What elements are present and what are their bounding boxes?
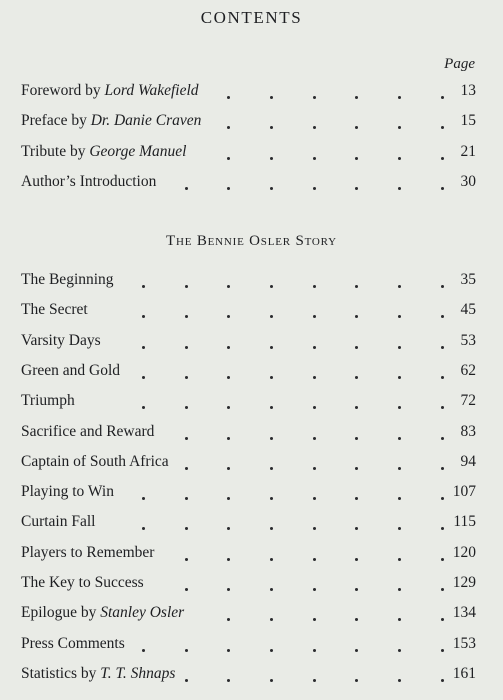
leader-dot [227, 618, 230, 621]
leader-dot [355, 406, 358, 409]
toc-entry [21, 632, 476, 656]
entry-title-italic: Dr. Danie Craven [90, 112, 202, 130]
leader-dot [185, 558, 188, 561]
toc-entry [21, 79, 476, 103]
leader-dot [441, 126, 444, 129]
leader-dot [355, 376, 358, 379]
leader-dot [398, 437, 401, 440]
leader-dot [441, 649, 444, 652]
leader-dot [313, 187, 316, 190]
leader-dot [398, 187, 401, 190]
entry-page-number: 94 [460, 452, 476, 470]
toc-entry [21, 480, 476, 504]
leader-dot [355, 346, 358, 349]
leader-dot [355, 527, 358, 530]
leader-dot [185, 187, 188, 190]
leader-dot [441, 588, 444, 591]
leader-dot [270, 96, 273, 99]
leader-dot [441, 527, 444, 530]
leader-dot [270, 527, 273, 530]
leader-dot [441, 679, 444, 682]
leader-dot [355, 679, 358, 682]
leader-dot [313, 679, 316, 682]
leader-dot [227, 376, 230, 379]
leader-dot [398, 376, 401, 379]
leader-dot [227, 157, 230, 160]
leader-dot [270, 285, 273, 288]
leader-dot [185, 497, 188, 500]
entry-title-text: The Secret [21, 301, 88, 319]
leader-dot [355, 558, 358, 561]
entry-title [21, 109, 201, 133]
leader-dot [313, 157, 316, 160]
entry-title-text: The Beginning [21, 271, 114, 288]
leader-dot [142, 376, 145, 379]
entry-title [21, 329, 101, 353]
entry-title-text: Captain of South Africa [21, 452, 169, 470]
entry-title [21, 601, 184, 625]
entry-page-number: 120 [452, 543, 476, 561]
entry-page-number: 83 [460, 422, 476, 440]
entry-page-number: 21 [460, 142, 476, 160]
leader-dot [441, 497, 444, 500]
leader-dot [185, 467, 188, 470]
leader-dot [398, 285, 401, 288]
leader-dot [185, 437, 188, 440]
entry-page-number: 134 [452, 604, 476, 622]
leader-dot [270, 649, 273, 652]
leader-dot [227, 285, 230, 288]
toc-entry [21, 140, 476, 164]
leader-dot [313, 437, 316, 440]
entry-page-number: 30 [460, 172, 476, 190]
leader-dot [185, 346, 188, 349]
leader-dot [227, 497, 230, 500]
leader-dot [270, 187, 273, 190]
leader-dot [227, 96, 230, 99]
leader-dot [227, 315, 230, 318]
entry-title-text: Preface by [21, 112, 91, 130]
leader-dot [270, 406, 273, 409]
leader-dot [398, 497, 401, 500]
leader-dot [441, 187, 444, 190]
leader-dot [441, 96, 444, 99]
leader-dot [227, 126, 230, 129]
toc-entry [21, 109, 476, 133]
entry-page-number: 161 [452, 664, 476, 682]
leader-dot [313, 497, 316, 500]
leader-dot [355, 157, 358, 160]
leader-dot [313, 376, 316, 379]
leader-dot [227, 558, 230, 561]
leader-dot [398, 406, 401, 409]
leader-dot [355, 618, 358, 621]
entry-title [21, 268, 114, 292]
entry-title-text: Triumph [21, 392, 75, 410]
entry-title [21, 662, 175, 686]
entry-page-number: 129 [452, 574, 476, 591]
toc-entry [21, 329, 476, 353]
page-title: CONTENTS [200, 8, 303, 27]
entry-page-number: 15 [460, 112, 476, 130]
entry-title [21, 389, 75, 413]
leader-dot [185, 527, 188, 530]
entry-title-text: Players to Remember [21, 543, 155, 561]
leader-dot [398, 679, 401, 682]
entry-title [21, 632, 125, 656]
entry-title [21, 79, 199, 103]
leader-dot [313, 346, 316, 349]
leader-dot [441, 315, 444, 318]
leader-dot [227, 187, 230, 190]
leader-dot [270, 376, 273, 379]
leader-dot [355, 467, 358, 470]
leader-dot [313, 126, 316, 129]
leader-dot [227, 406, 230, 409]
leader-dot [185, 285, 188, 288]
leader-dot [270, 558, 273, 561]
leader-dot [313, 588, 316, 591]
leader-dot [355, 649, 358, 652]
leader-dot [355, 497, 358, 500]
leader-dot [313, 406, 316, 409]
leader-dot [313, 315, 316, 318]
entry-title [21, 480, 114, 504]
leader-dot [227, 588, 230, 591]
leader-dot [270, 346, 273, 349]
entry-title-text: Green and Gold [21, 361, 120, 379]
toc-entry [21, 571, 476, 595]
leader-dot [227, 649, 230, 652]
toc-entry [21, 420, 476, 444]
entry-page-number: 35 [460, 271, 476, 288]
leader-dot [355, 285, 358, 288]
leader-dot [398, 649, 401, 652]
page-column-label: Page [444, 56, 475, 72]
leader-dot [398, 527, 401, 530]
leader-dot [441, 618, 444, 621]
toc-entry [21, 268, 476, 292]
entry-title [21, 450, 169, 474]
leader-dot [313, 649, 316, 652]
leader-dot [398, 346, 401, 349]
entry-title [21, 510, 95, 534]
entry-page-number: 107 [452, 483, 476, 501]
leader-dot [142, 406, 145, 409]
entry-title-text: Foreword by [21, 82, 105, 99]
entry-title-text: Press Comments [21, 634, 125, 652]
leader-dot [355, 588, 358, 591]
leader-dot [355, 187, 358, 190]
leader-dot [227, 467, 230, 470]
leader-dot [441, 437, 444, 440]
leader-dot [185, 376, 188, 379]
leader-dot [398, 618, 401, 621]
leader-dot [270, 618, 273, 621]
leader-dot [441, 157, 444, 160]
leader-dot [270, 467, 273, 470]
leader-dot [185, 649, 188, 652]
leader-dot [142, 346, 145, 349]
toc-entry [21, 170, 476, 194]
leader-dot [313, 618, 316, 621]
leader-dot [270, 679, 273, 682]
leader-dot [185, 406, 188, 409]
entry-title [21, 571, 144, 595]
leader-dot [313, 467, 316, 470]
leader-dot [227, 437, 230, 440]
entry-title [21, 359, 120, 383]
leader-dot [227, 679, 230, 682]
leader-dot [185, 315, 188, 318]
leader-dot [398, 126, 401, 129]
toc-entry [21, 359, 476, 383]
entry-page-number: 53 [460, 331, 476, 349]
toc-entry [21, 601, 476, 625]
leader-dot [185, 679, 188, 682]
entry-title-text: Epilogue by [21, 604, 101, 622]
leader-dot [270, 315, 273, 318]
leader-dot [313, 558, 316, 561]
leader-dot [142, 497, 145, 500]
leader-dot [441, 376, 444, 379]
leader-dot [441, 558, 444, 561]
leader-dot [398, 157, 401, 160]
leader-dot [313, 527, 316, 530]
entry-page-number: 115 [453, 513, 476, 531]
leader-dot [227, 346, 230, 349]
entry-title-text: Curtain Fall [21, 513, 96, 531]
leader-dot [142, 315, 145, 318]
leader-dot [355, 126, 358, 129]
entry-title-italic: T. T. Shnaps [100, 664, 176, 682]
leader-dot [441, 467, 444, 470]
leader-dot [270, 437, 273, 440]
leader-dot [441, 346, 444, 349]
leader-dot [355, 437, 358, 440]
leader-dot [355, 96, 358, 99]
entry-title-italic: Lord Wakefield [104, 82, 199, 99]
leader-dot [270, 157, 273, 160]
leader-dot [313, 96, 316, 99]
leader-dot [227, 527, 230, 530]
entry-title [21, 420, 154, 444]
toc-entry [21, 541, 476, 565]
leader-dot [270, 497, 273, 500]
leader-dot [398, 467, 401, 470]
entry-title-text: Statistics by [21, 664, 101, 682]
leader-dot [270, 588, 273, 591]
entry-title-text: Author’s Introduction [21, 172, 157, 190]
entry-title-text: The Key to Success [21, 574, 144, 591]
entry-title-text: Sacrifice and Reward [21, 422, 155, 440]
entry-title [21, 298, 88, 322]
entry-page-number: 153 [452, 634, 476, 652]
entry-page-number: 45 [460, 301, 476, 319]
section-heading: The Bennie Osler Story [166, 233, 337, 249]
entry-title [21, 170, 156, 194]
leader-dot [398, 315, 401, 318]
toc-entry [21, 510, 476, 534]
leader-dot [441, 285, 444, 288]
entry-title-text: Tribute by [21, 142, 90, 160]
toc-entry [21, 662, 476, 686]
entry-title-text: Varsity Days [21, 331, 101, 349]
entry-title [21, 541, 154, 565]
dot-leader [21, 389, 476, 413]
entry-page-number: 13 [460, 82, 476, 99]
toc-entry [21, 389, 476, 413]
leader-dot [142, 649, 145, 652]
entry-page-number: 72 [460, 392, 476, 410]
leader-dot [441, 406, 444, 409]
leader-dot [142, 527, 145, 530]
entry-title-italic: Stanley Osler [100, 604, 185, 622]
leader-dot [270, 126, 273, 129]
leader-dot [398, 588, 401, 591]
leader-dot [185, 588, 188, 591]
leader-dot [398, 96, 401, 99]
leader-dot [355, 315, 358, 318]
toc-entry [21, 298, 476, 322]
leader-dot [398, 558, 401, 561]
entry-title-text: Playing to Win [21, 483, 114, 501]
entry-title-italic: George Manuel [89, 142, 187, 160]
toc-entry [21, 450, 476, 474]
leader-dot [313, 285, 316, 288]
leader-dot [142, 285, 145, 288]
dot-leader [21, 298, 476, 322]
entry-title [21, 140, 186, 164]
entry-page-number: 62 [460, 361, 476, 379]
